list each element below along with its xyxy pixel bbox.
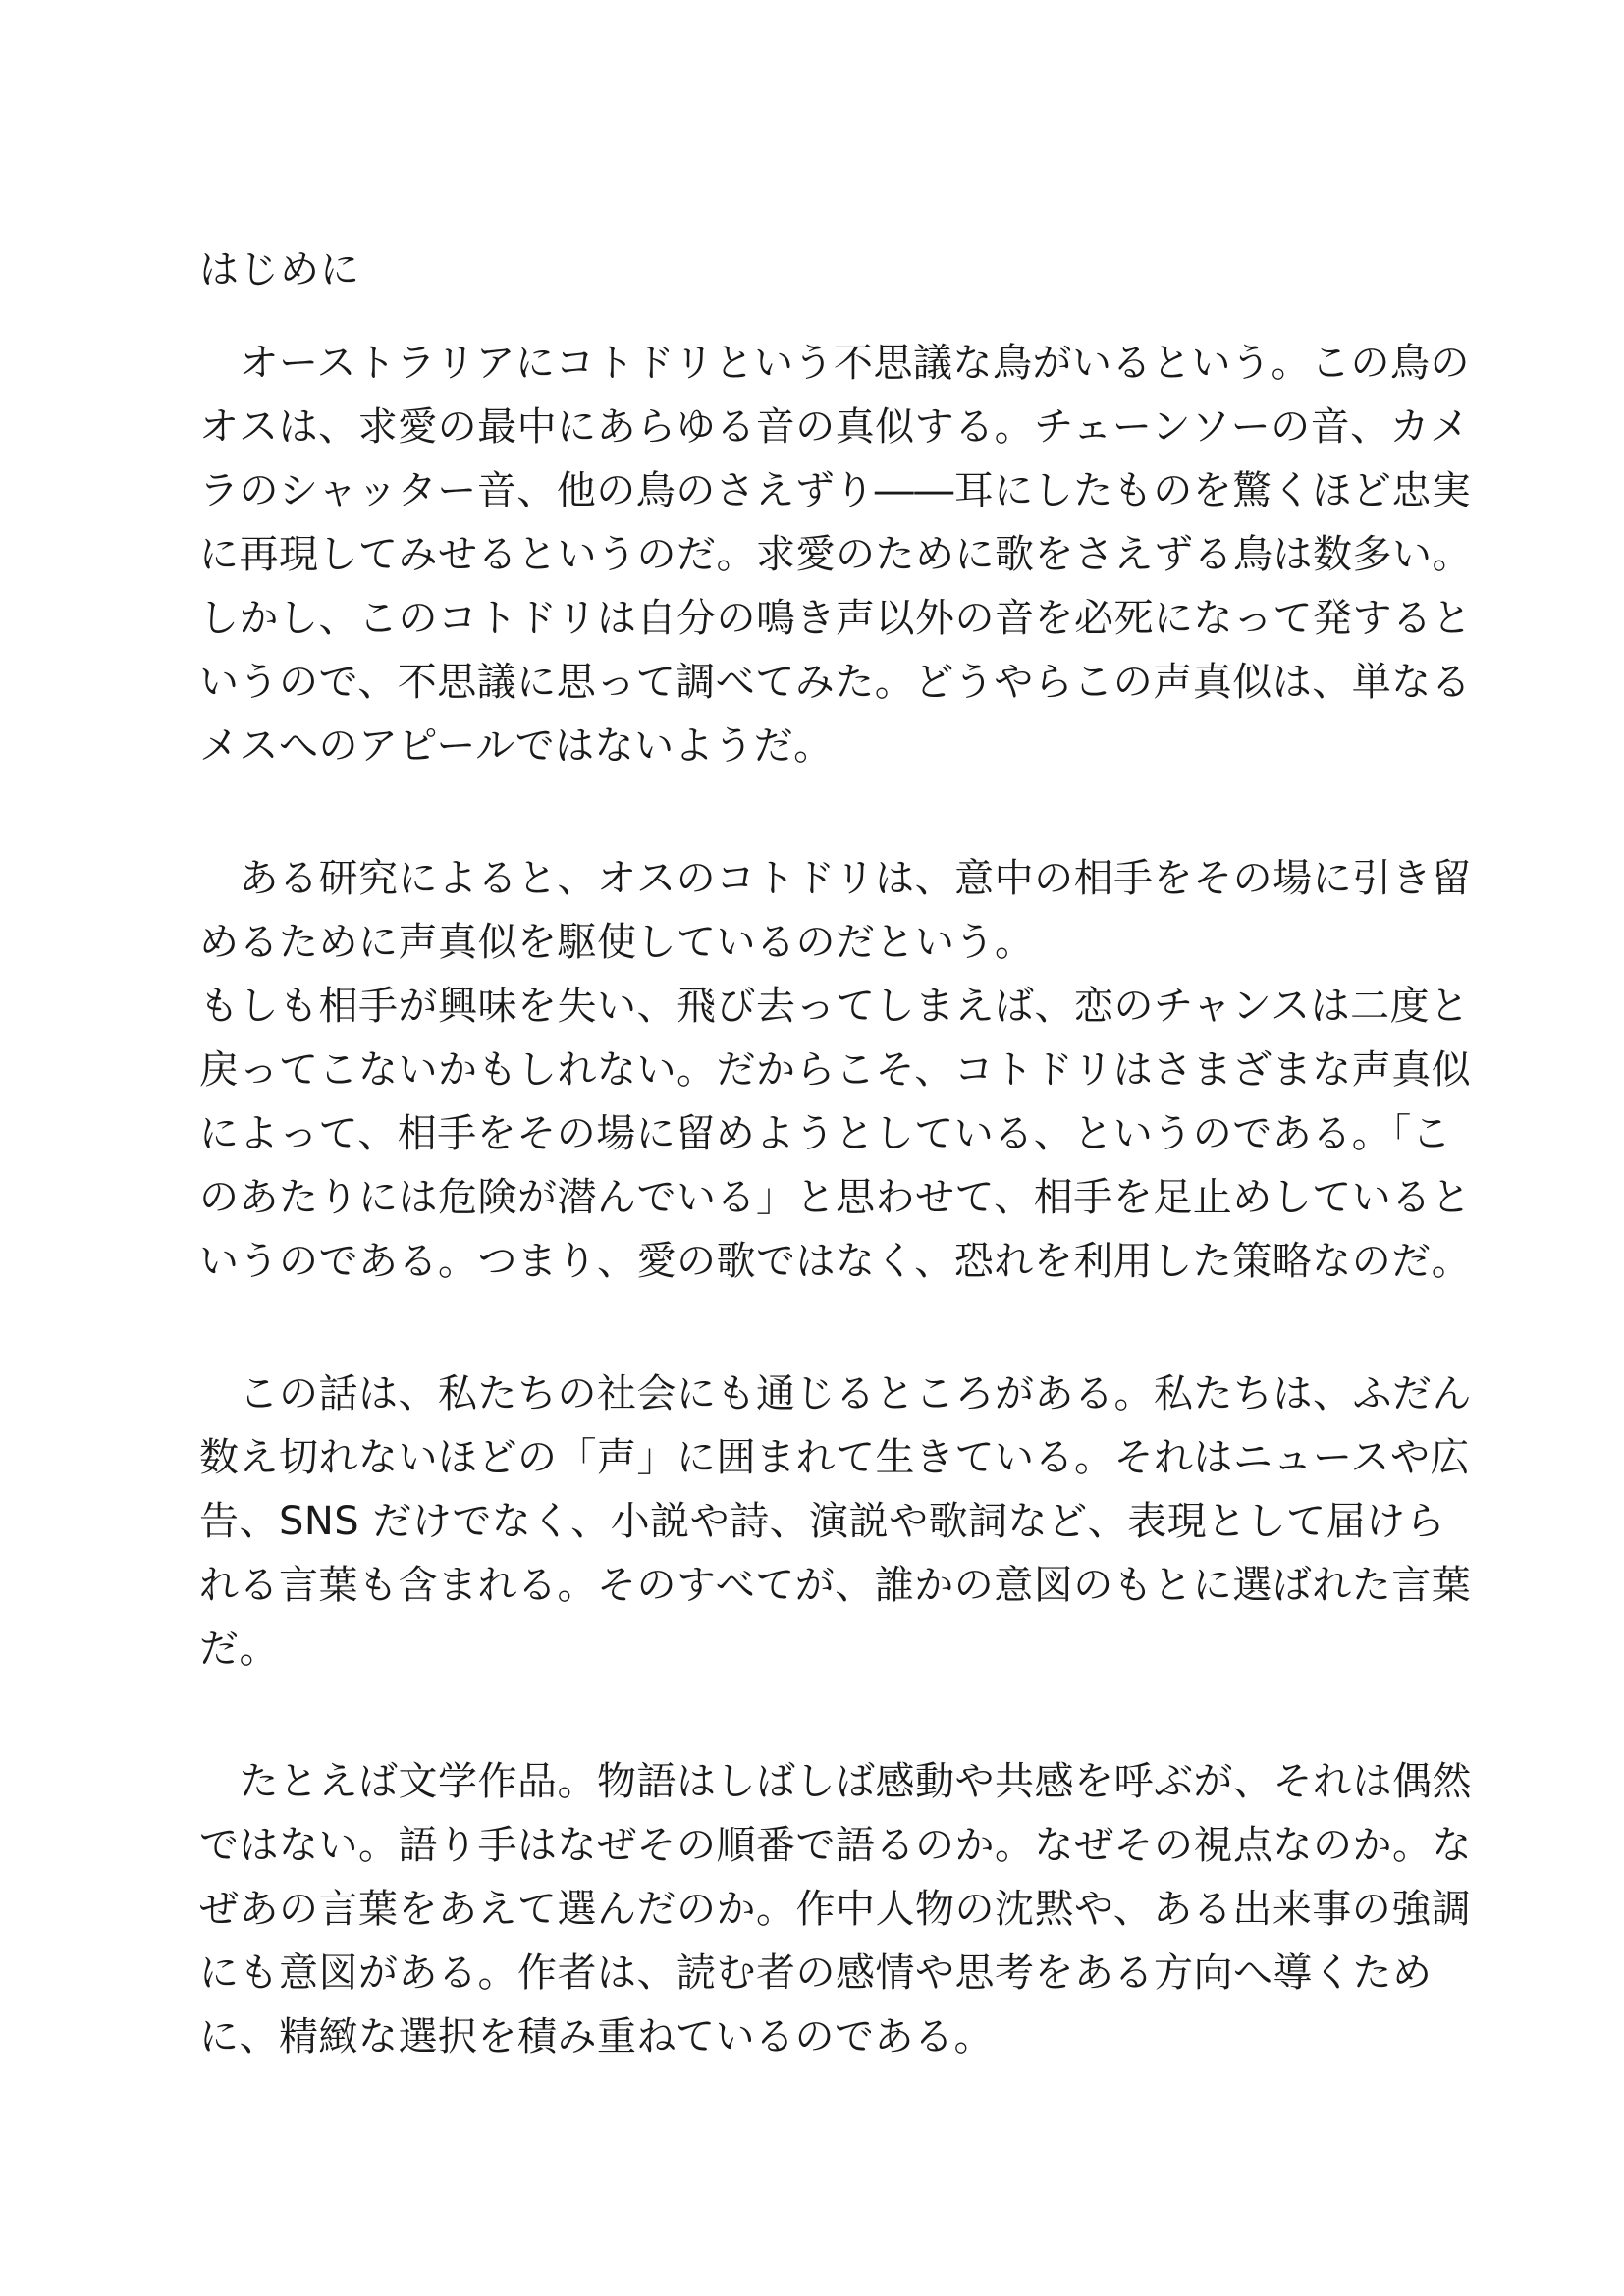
paragraph-gap <box>199 1682 1427 1750</box>
text-line: 数え切れないほどの「声」に囲まれて生きている。それはニュースや広 <box>199 1435 1470 1480</box>
text-line: 告、SNS だけでなく、小説や詩、演説や歌詞など、表現として届けら <box>199 1499 1446 1544</box>
text-line: によって、相手をその場に留めようとしている、というのである。「こ <box>199 1111 1452 1156</box>
body-text <box>199 332 1472 2069</box>
text-line: に再現してみせるというのだ。求愛のために歌をさえずる鳥は数多い。 <box>199 532 1472 577</box>
paragraph-4 <box>199 1750 1472 2069</box>
paragraph-gap <box>199 778 1427 847</box>
text-line: しかし、このコトドリは自分の鳴き声以外の音を必死になって発すると <box>199 596 1472 641</box>
paragraph-3 <box>199 1362 1472 1682</box>
text-line: たとえば文学作品。物語はしばしば感動や共感を呼ぶが、それは偶然 <box>199 1759 1472 1804</box>
text-line: いうので、不思議に思って調べてみた。どうやらこの声真似は、単なる <box>199 660 1472 705</box>
text-line: メスへのアピールではないようだ。 <box>199 723 834 769</box>
text-line: この話は、私たちの社会にも通じるところがある。私たちは、ふだん <box>199 1371 1472 1416</box>
text-line: に、精緻な選択を積み重ねているのである。 <box>199 2014 994 2059</box>
text-line: いうのである。つまり、愛の歌ではなく、恐れを利用した策略なのだ。 <box>199 1239 1472 1284</box>
text-line: もしも相手が興味を失い、飛び去ってしまえば、恋のチャンスは二度と <box>199 984 1470 1029</box>
text-line: オーストラリアにコトドリという不思議な鳥がいるという。この鳥の <box>199 341 1470 386</box>
text-line: めるために声真似を駆使しているのだという。 <box>199 920 1035 965</box>
text-line: にも意図がある。作者は、読む者の感情や思考をある方向へ導くため <box>199 1950 1433 1996</box>
text-line: オスは、求愛の最中にあらゆる音の真似する。チェーンソーの音、カメ <box>199 404 1470 450</box>
section-heading: はじめに <box>199 247 360 293</box>
text-line: のあたりには危険が潜んでいる」と思わせて、相手を足止めしていると <box>199 1175 1472 1220</box>
text-line: 戻ってこないかもしれない。だからこそ、コトドリはさまざまな声真似 <box>199 1047 1472 1093</box>
text-line: ではない。語り手はなぜその順番で語るのか。なぜその視点なのか。な <box>199 1823 1472 1868</box>
text-line: ある研究によると、オスのコトドリは、意中の相手をその場に引き留 <box>199 856 1472 901</box>
text-line: れる言葉も含まれる。そのすべてが、誰かの意図のもとに選ばれた言葉 <box>199 1563 1472 1608</box>
paragraph-gap <box>199 1294 1427 1362</box>
text-line: ぜあの言葉をあえて選んだのか。作中人物の沈黙や、ある出来事の強調 <box>199 1887 1472 1932</box>
paragraph-2 <box>199 847 1472 1294</box>
text-line: ラのシャッター音、他の鳥のさえずり――耳にしたものを驚くほど忠実 <box>199 468 1472 513</box>
text-line: だ。 <box>199 1627 279 1672</box>
paragraph-1 <box>199 332 1472 778</box>
